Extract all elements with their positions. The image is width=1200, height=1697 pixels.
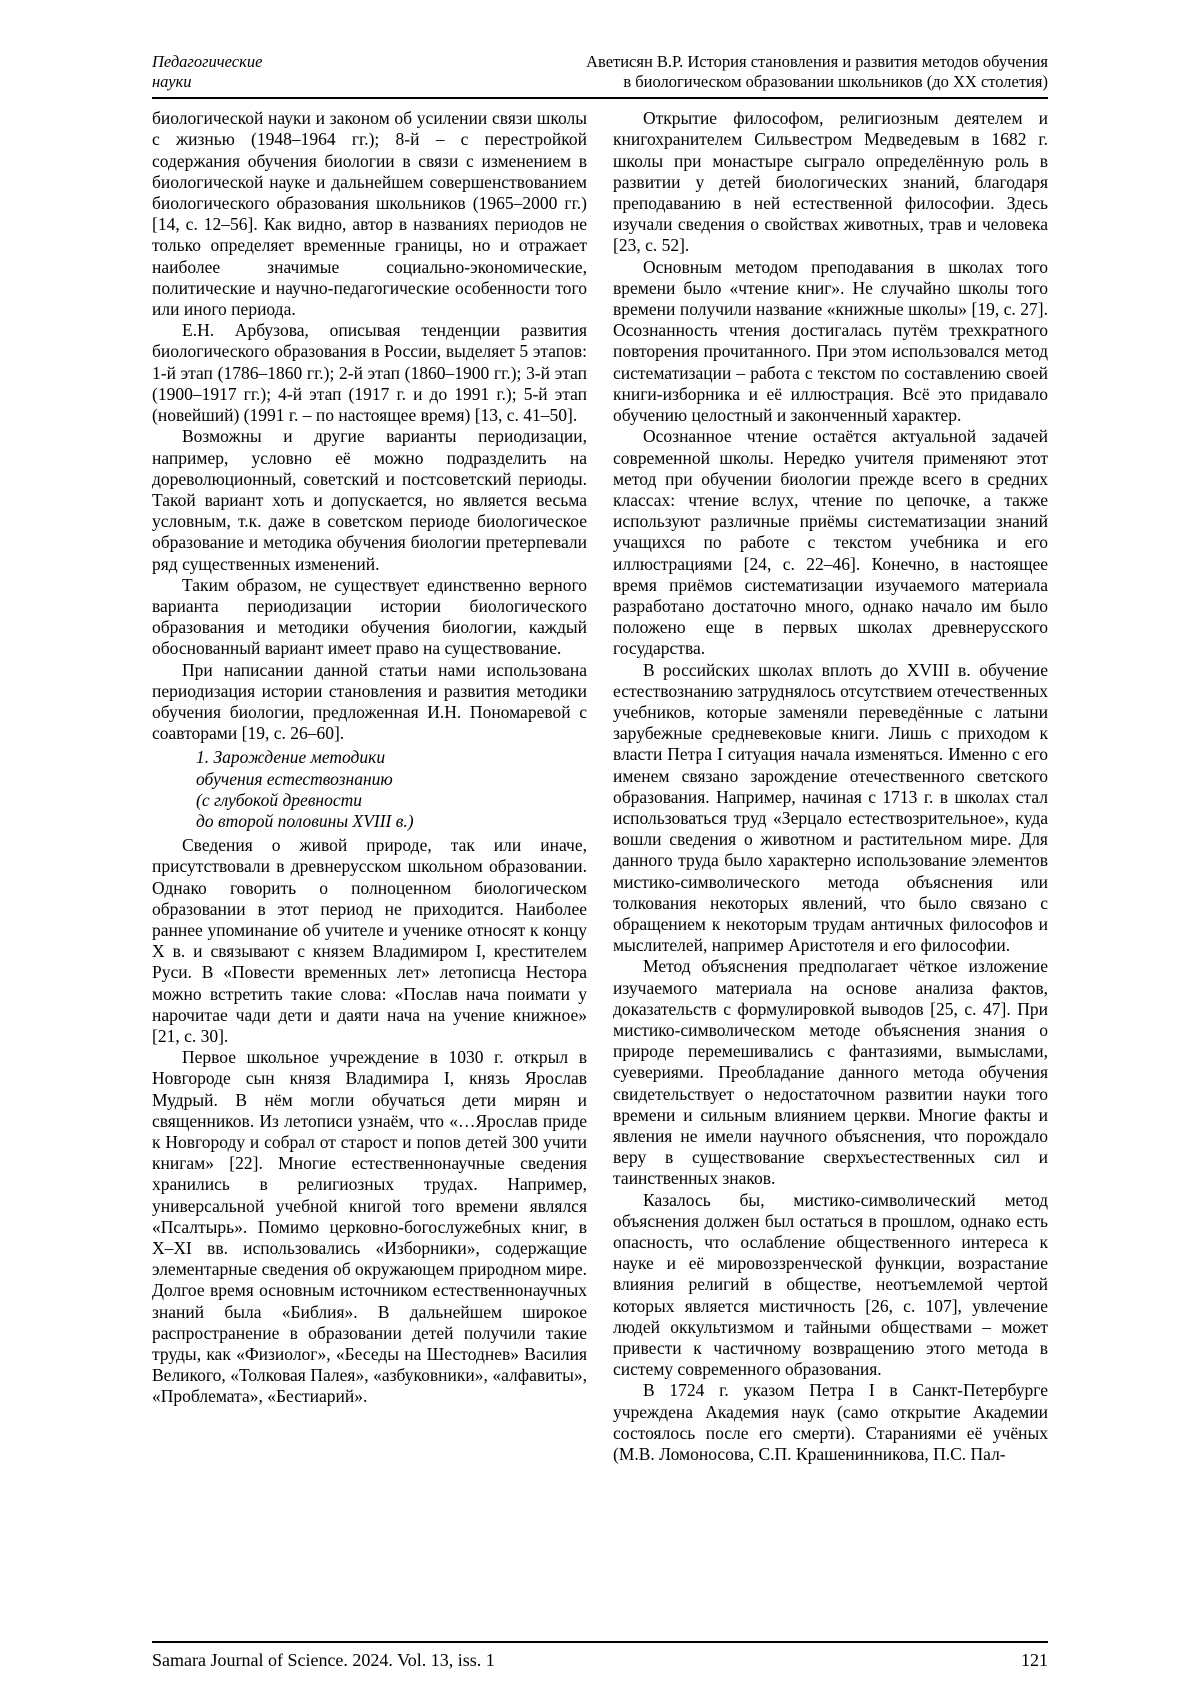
paragraph: В 1724 г. указом Петра I в Санкт-Петербурге учреждена Академия наук (само открытие Академии состоялось после его смерти). Стараниями её учёных (М.В. Ломоносова, С.П. Крашенинникова, П.С. Пал- [613, 1380, 1048, 1465]
page-footer [152, 1641, 1048, 1671]
paragraph: Сведения о живой природе, так или иначе, присутствовали в древнерусском школьном образовании. Однако говорить о полноценном биологическом образовании в этот период не приходится. Наиболее раннее упоминание об учителе и ученике относят к концу X в. и связывают с князем Владимиром I, крестителем Руси. В «Повести временных лет» летописца Нестора можно встретить такие слова: «Послав нача поимати у нарочитае чади дети и даяти нача на учение книжное» [21, с. 30]. [152, 835, 587, 1046]
paragraph: Первое школьное учреждение в 1030 г. открыл в Новгороде сын князя Владимира I, князь Ярослав Мудрый. В нём могли обучаться дети мирян и священников. Из летописи узнаём, что «…Ярослав приде к Новгороду и собрал от старост и попов детей 300 учити книгам» [22]. Многие естественнонаучные сведения хранились в религиозных трудах. Например, универсальной учебной книгой того времени являлся «Псалтырь». Помимо церковно-богослужебных книг, в X–XI вв. использовались «Изборники», содержащие элементарные сведения об окружающем природном мире. Долгое время основным источником естественнонаучных знаний была «Библия». В дальнейшем широкое распространение в образовании детей получили такие труды, как «Физиолог», «Беседы на Шестоднев» Василия Великого, «Толковая Палея», «азбуковники», «алфавиты», «Проблемата», «Бестиарий». [152, 1047, 587, 1407]
article-running-title [586, 52, 1048, 92]
left-column [152, 108, 587, 1579]
journal-section-line-1: Педагогические [152, 52, 263, 71]
paragraph: В российских школах вплоть до XVIII в. обучение естествознанию затруднялось отсутствием отечественных учебников, которые заменяли переведённые с латыни зарубежные средневековые книги. Лишь с приходом к власти Петра I ситуация начала изменяться. Именно с его именем связано зарождение отечественного светского образования. Например, начиная с 1713 г. в школах стал использоваться труд «Зерцало естествозрительное», куда вошли сведения о животном и растительном мире. Для данного труда было характерно использование элементов мистико-символического метода объяснения или толкования некоторых явлений, что было связано с обращением к некоторым трудам античных философов и мыслителей, например Аристотеля и его философии. [613, 659, 1048, 956]
paragraph: Открытие философом, религиозным деятелем и книгохранителем Сильвестром Медведевым в 1682 г. школы при монастыре сыграло определённую роль в развитии у детей биологических знаний, благодаря преподаванию в ней естественной философии. Здесь изучали сведения о свойствах животных, трав и человека [23, с. 52]. [613, 108, 1048, 256]
page-header [152, 52, 1048, 99]
paragraph: Е.Н. Арбузова, описывая тенденции развития биологического образования в России, выделяет 5 этапов: 1-й этап (1786–1860 гг.); 2-й этап (1860–1900 гг.); 3-й этап (1900–1917 гг.); 4-й этап (1917 г. и до 1991 г.); 5-й этап (новейший) (1991 г. – по настоящее время) [13, с. 41–50]. [152, 320, 587, 426]
paragraph: Метод объяснения предполагает чёткое изложение изучаемого материала на основе анализа фактов, доказательств с формулировкой выводов [25, с. 47]. При мистико-символическом методе объяснения знания о природе перемешивались с фантазиями, вымыслами, суевериями. Преобладание данного метода обучения свидетельствует о недостаточном развитии науки того времени и сильным влиянием церкви. Многие факты и явления не имели научного объяснения, что порождало веру в существование сверхъестественных сил и таинственных знаков. [613, 956, 1048, 1189]
paragraph: Возможны и другие варианты периодизации, например, условно её можно подразделить на дореволюционный, советский и постсоветский периоды. Такой вариант хоть и допускается, но является весьма условным, т.к. даже в советском периоде биологическое образование и методика обучения биологии претерпевали ряд существенных изменений. [152, 426, 587, 574]
article-running-title-line-2: в биологическом образовании школьников (до XX столетия) [623, 72, 1048, 92]
right-column [613, 108, 1048, 1579]
page-number: 121 [1021, 1650, 1048, 1670]
article-running-title-line-1: Аветисян В.Р. История становления и развития методов обучения [586, 52, 1048, 71]
article-body [152, 99, 1048, 1579]
paragraph: Основным методом преподавания в школах того времени было «чтение книг». Не случайно школы того времени получили название «книжные школы» [19, с. 27]. Осознанность чтения достигалась путём трехкратного повторения прочитанного. При этом использовался метод систематизации – работа с текстом по составлению своей книги-изборника и её иллюстрация. Всё это придавало обучению целостный и законченный характер. [613, 256, 1048, 426]
journal-section-line-2: науки [152, 72, 192, 92]
journal-citation: Samara Journal of Science. 2024. Vol. 13, iss. 1 [152, 1650, 495, 1670]
paragraph: Казалось бы, мистико-символический метод объяснения должен был остаться в прошлом, однако есть опасность, что ослабление общественного интереса к науке и её мировоззренческой функции, возрастание влияния религий в обществе, неотъемлемой чертой которых является мистичность [26, с. 107], увлечение людей оккультизмом и тайными обществами – может привести к частичному возвращению этого метода в систему современного образования. [613, 1189, 1048, 1380]
journal-section [152, 52, 262, 92]
paragraph: Осознанное чтение остаётся актуальной задачей современной школы. Нередко учителя применяют этот метод при обучении биологии прежде всего в средних классах: чтение вслух, чтение по цепочке, а также используют различные приёмы систематизации знаний учащихся по работе с текстом учебника и его иллюстрациями [24, с. 22–46]. Конечно, в настоящее время приёмов систематизации изучаемого материала разработано достаточно много, однако начало им было положено еще в первых школах древнерусского государства. [613, 426, 1048, 659]
paragraph: При написании данной статьи нами использована периодизация истории становления и развития методики обучения биологии, предложенная И.Н. Пономаревой с соавторами [19, с. 26–60]. [152, 659, 587, 744]
paragraph: биологической науки и законом об усилении связи школы с жизнью (1948–1964 гг.); 8-й – с перестройкой содержания обучения биологии в связи с изменением в биологической науке и дальнейшем совершенствованием биологического образования школьников (1965–2000 гг.) [14, с. 12–56]. Как видно, автор в названиях периодов не только определяет временные границы, но и отражает наиболее значимые социально-экономические, политические и научно-педагогические особенности того или иного периода. [152, 108, 587, 320]
section-heading: 1. Зарождение методики обучения естествознанию (с глубокой древности до второй половины XVIII в.) [196, 747, 414, 831]
paragraph: Таким образом, не существует единственно верного варианта периодизации истории биологического образования и методики обучения биологии, каждый обоснованный вариант имеет право на существование. [152, 574, 587, 659]
